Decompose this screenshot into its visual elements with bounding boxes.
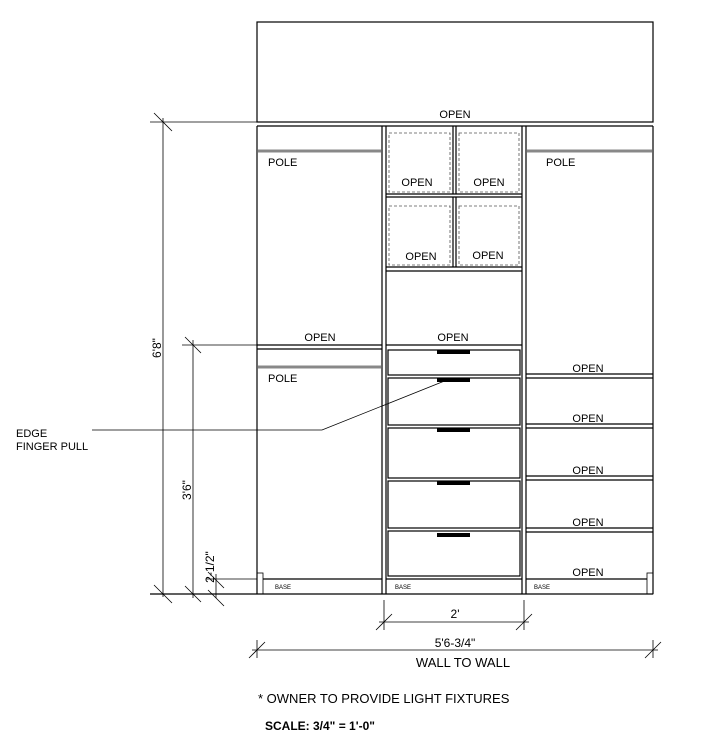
drawer-4 <box>388 481 520 528</box>
dimension-center-width: 2' <box>450 607 460 621</box>
horizontal-dimensions <box>249 600 661 670</box>
label-base-center: BASE <box>395 585 412 591</box>
label-edge: EDGE <box>16 428 48 440</box>
dimension-base-height: 2-1/2" <box>203 551 217 583</box>
drawer-3 <box>388 428 520 478</box>
label-pole-left-lower: POLE <box>268 373 298 385</box>
cabinet-outline <box>150 22 653 594</box>
note-scale: SCALE: 3/4" = 1'-0" <box>265 719 375 733</box>
label-open-center-mid: OPEN <box>437 332 469 344</box>
label-open-right-1: OPEN <box>572 363 604 375</box>
label-pole-left-upper: POLE <box>268 157 298 169</box>
label-finger-pull: FINGER PULL <box>16 441 89 453</box>
label-open-cubby-1: OPEN <box>401 177 433 189</box>
label-open-left-mid: OPEN <box>304 332 336 344</box>
dimension-wall-width: 5'6-3/4" <box>434 636 476 650</box>
drawer-2 <box>388 378 520 425</box>
center-tower <box>386 126 522 579</box>
label-open-cubby-4: OPEN <box>472 250 504 262</box>
label-open-cubby-2: OPEN <box>473 177 505 189</box>
notes <box>258 691 510 733</box>
dimension-wall-caption: WALL TO WALL <box>415 655 511 670</box>
dimension-height-total: 6'8" <box>150 338 164 358</box>
dimension-height-mid: 3'6" <box>180 480 194 500</box>
label-open-cubby-3: OPEN <box>405 251 437 263</box>
label-open-right-3: OPEN <box>572 465 604 477</box>
label-base-left: BASE <box>275 585 292 591</box>
label-open-right-2: OPEN <box>572 413 604 425</box>
label-open-top: OPEN <box>439 109 471 121</box>
vertical-dimensions <box>150 113 257 606</box>
drawer-5 <box>388 531 520 576</box>
label-pole-right-upper: POLE <box>546 157 576 169</box>
label-open-right-5: OPEN <box>572 567 604 579</box>
label-base-right: BASE <box>534 585 551 591</box>
label-open-right-4: OPEN <box>572 517 604 529</box>
note-owner-fixtures: * OWNER TO PROVIDE LIGHT FIXTURES <box>258 691 510 706</box>
